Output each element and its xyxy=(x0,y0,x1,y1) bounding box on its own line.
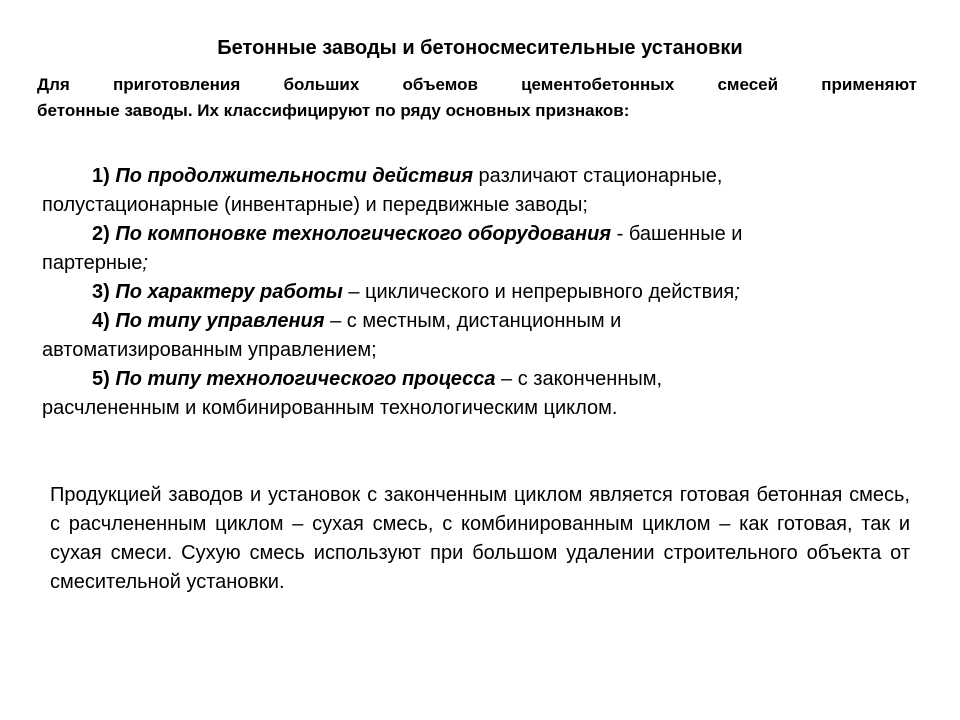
criterion-continuation-line xyxy=(42,249,902,278)
criterion-name: По продолжительности действия xyxy=(115,165,473,187)
criterion-first-line xyxy=(42,220,902,249)
intro-paragraph xyxy=(37,72,917,124)
criterion-number: 2) xyxy=(92,223,110,245)
criterion-operation xyxy=(42,278,902,307)
summary-paragraph: Продукцией заводов и установок с законченным циклом является готовая бетонная смесь, с расчлененным циклом – сухая смесь, с комбинированным циклом – как готовая, так и сухая смеси. Сухую смесь используют при большом удалении строительного объекта от смесительной установки. xyxy=(50,484,910,593)
criterion-process xyxy=(42,365,902,423)
criterion-number: 1) xyxy=(92,165,110,187)
slide-title: Бетонные заводы и бетоносмесительные установки xyxy=(217,37,743,59)
intro-line-1: Для приготовления больших объемов цементобетонных смесей применяют xyxy=(37,75,917,94)
criterion-first-line xyxy=(42,162,902,191)
criterion-continuation: партерные xyxy=(42,252,143,274)
criterion-end: ; xyxy=(142,252,148,274)
criterion-continuation: автоматизированным управлением; xyxy=(42,339,377,361)
criterion-continuation: расчлененным и комбинированным технологическим циклом. xyxy=(42,397,618,419)
classification-list xyxy=(42,162,902,423)
criterion-layout xyxy=(42,220,902,278)
criterion-first-line xyxy=(42,365,902,394)
intro-line-2: бетонные заводы. Их классифицируют по ряду основных признаков: xyxy=(37,101,630,120)
criterion-name: По компоновке технологического оборудования xyxy=(115,223,612,245)
criterion-text: - башенные и xyxy=(611,223,743,245)
criterion-name: По характеру работы xyxy=(115,281,343,303)
criterion-name: По типу технологического процесса xyxy=(115,368,496,390)
criterion-duration xyxy=(42,162,902,220)
criterion-text: – циклического и непрерывного действия xyxy=(342,281,735,303)
criterion-text: – с законченным, xyxy=(495,368,663,390)
criterion-continuation: полустационарные (инвентарные) и передвижные заводы; xyxy=(42,194,588,216)
criterion-first-line xyxy=(42,307,902,336)
criterion-number: 3) xyxy=(92,281,110,303)
criterion-text: различают стационарные, xyxy=(473,165,723,187)
criterion-text: – с местным, дистанционным и xyxy=(324,310,622,332)
criterion-name: По типу управления xyxy=(115,310,325,332)
criterion-number: 4) xyxy=(92,310,110,332)
criterion-number: 5) xyxy=(92,368,110,390)
criterion-control xyxy=(42,307,902,365)
criterion-first-line xyxy=(42,278,902,307)
criterion-end: ; xyxy=(734,281,740,303)
